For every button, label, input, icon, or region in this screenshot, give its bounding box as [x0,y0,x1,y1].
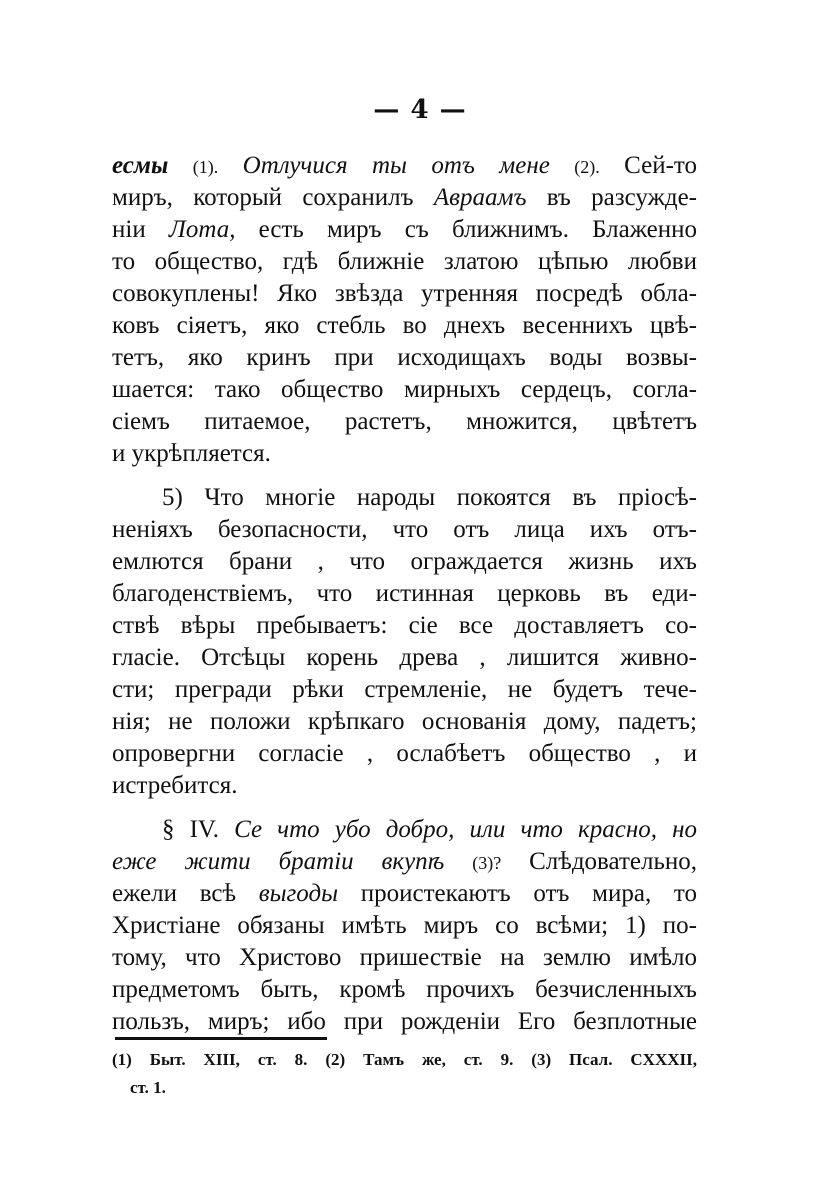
footnote-ref: (2). [574,157,600,177]
text-line: сіемъ питаемое, растетъ, множится, цвѣтетъ [112,408,697,435]
text-line: нія; не положи крѣпкаго основанія дому, падетъ; [112,708,697,735]
text-line [112,846,697,878]
text-line: сти; прегради рѣки стремленіе, не будетъ тече- [112,676,697,703]
text-run: ежели всѣ [112,880,237,907]
section-mark: § IV. [162,816,220,843]
text-line [112,182,697,214]
text-line: емлются брани , что ограждается жизнь ихъ [112,548,697,575]
text-run: Авраамъ [433,184,527,211]
footnote-ref: (3)? [472,853,502,873]
text-line: и укрѣпляется. [112,440,271,467]
text-line [112,814,697,846]
text-line: благоденствіемъ, что истинная церковь въ еди- [112,580,697,607]
text-run: выгоды [258,880,339,907]
text-line [112,878,697,910]
text-run: въ разсужде- [546,184,697,211]
text-run: Лота, [168,216,236,243]
text-line: неніяхъ безопасности, что отъ лица ихъ отъ- [112,516,697,543]
page-number: — 4 — [373,95,467,125]
text-line: истребится. [112,772,238,799]
footnotes [112,1046,697,1102]
text-line: совокуплены! Яко звѣзда утренняя посредѣ обла- [112,280,697,307]
text-run: есмы [112,152,169,179]
text-line: пользъ, миръ; ибо при рожденіи Его безплотные [112,1008,697,1035]
text-run: но [672,816,697,843]
footnote-line: (1) Быт. XIII, ст. 8. (2) Тамъ же, ст. 9. (3) Псал. CXXXII, [112,1050,697,1069]
text-line: ковъ сіяетъ, яко стебль во днехъ весеннихъ цвѣ- [112,312,697,339]
text-line: шается: тако общество мирныхъ сердецъ, согла- [112,376,697,403]
text-line [112,214,697,246]
text-run: Слѣдовательно, [529,848,698,875]
text-run: есть миръ съ ближнимъ. Блаженно [258,216,698,243]
text-line: 5) Что многіе народы покоятся въ пріосѣ- [162,484,697,511]
text-line: Христіане обязаны имѣть миръ со всѣми; 1) по- [112,912,697,939]
text-line: предметомъ быть, кромѣ прочихъ безчисленныхъ [112,976,697,1003]
paragraph-1 [112,150,697,470]
text-line: тетъ, яко кринъ при исходищахъ воды возвы- [112,344,697,371]
text-line: опровергни согласіе , ослабѣетъ общество , и [112,740,697,767]
text-line: ствѣ вѣры пребываетъ: сіе все доставляетъ со- [112,612,697,639]
footnote-line: ст. 1. [130,1078,166,1097]
text-line: гласіе. Отсѣцы корень древа , лишится живно- [112,644,697,671]
text-run: Се что убо добро, или что красно, [234,816,657,843]
text-run: Отлучися ты отъ мене [242,152,550,179]
paragraph-3 [112,814,697,1038]
text-line: тому, что Христово пришествіе на землю имѣло [112,944,697,971]
footnote-ref: (1). [192,157,219,177]
text-run: Сей-то [624,152,698,179]
text-line [112,150,697,182]
paragraph-2 [112,482,697,802]
text-run: еже жити братіи вкупѣ [112,848,445,875]
text-run: проистекаютъ отъ мира, то [360,880,698,907]
text-line: то общество, гдѣ ближніе златою цѣпью любви [112,248,697,275]
footnote-divider [115,1037,327,1040]
text-run: миръ, который сохранилъ [112,184,414,211]
text-run: ніи [112,216,146,243]
